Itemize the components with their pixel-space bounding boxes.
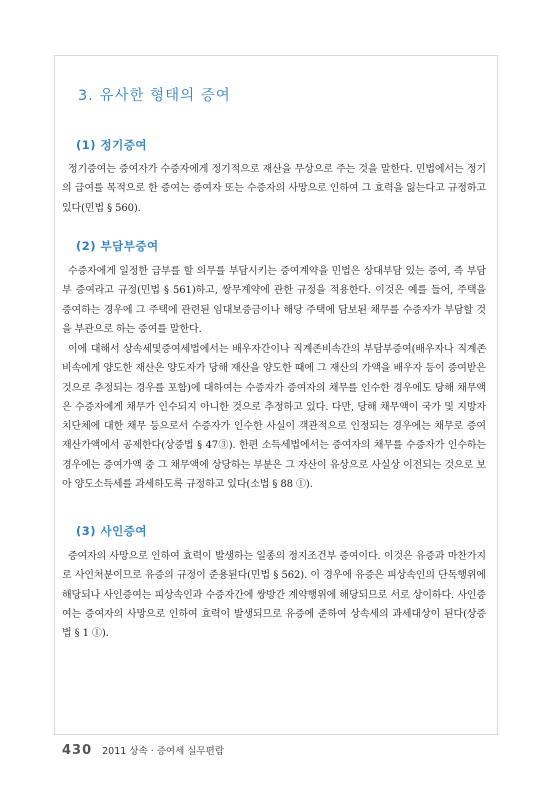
- section-heading-periodic-gift: (1) 정기증여: [76, 138, 147, 152]
- section-heading-gift-mortis-causa: (3) 사인증여: [76, 524, 147, 538]
- page-footer: [62, 743, 224, 758]
- page-number: 430: [62, 743, 93, 758]
- chapter-title: 3. 유사한 형태의 증여: [78, 88, 231, 104]
- section-heading-burdened-gift: (2) 부담부증여: [76, 239, 159, 253]
- paragraph-periodic-gift: 정기증여는 증여자가 수증자에게 정기적으로 재산을 무상으로 주는 것을 말한다. 민법에서는 정기의 급여를 목적으로 한 증여는 증여자 또는 수증자의 사망으로 인하여 그 효력을 잃는다고 규정하고 있다(민법 § 560).: [62, 164, 486, 214]
- paragraph-burdened-gift-1: 수증자에게 일정한 급부를 할 의무를 부담시키는 증여계약을 민법은 상대부담 있는 증여, 즉 부담부 증여라고 규정(민법 § 561)하고, 쌍무계약에 관한 규정을 적용한다. 이것은 예를 들어, 주택을 증여하는 경우에 그 주택에 관련된 임대보증금이나 해당 주택에 담보된 채무를 수증자가 부담할 것을 부관으로 하는 증여를 말한다.: [62, 266, 486, 335]
- paragraph-gift-mortis-causa: 증여자의 사망으로 인하여 효력이 발생하는 일종의 정지조건부 증여이다. 이것은 유증과 마찬가지로 사인처분이므로 유증의 규정이 준용된다(민법 § 562). 이 경우에 유증은 피상속인의 단독행위에 해당되나 사인증여는 피상속인과 수증자간에 쌍방간 계약행위에 해당되므로 서로 상이하다. 사인증여는 증여자의 사망으로 인하여 효력이 발생되므로 유증에 준하여 상속세의 과세대상이 된다(상증법 § 1 ①).: [62, 551, 486, 640]
- book-title: 2011 상속 · 증여세 실무편람: [102, 746, 225, 757]
- paragraph-burdened-gift-2: 이에 대해서 상속세및증여세법에서는 배우자간이나 직계존비속간의 부담부증여(배우자나 직계존비속에게 양도한 재산은 양도자가 당해 재산을 양도한 때에 그 재산의 가액을 배우자 등이 증여받은 것으로 추정되는 경우를 포함)에 대하여는 수증자가 증여자의 채무를 인수한 경우에도 당해 채무액은 수증자에게 채무가 인수되지 아니한 것으로 추정하고 있다. 다만, 당해 채무액이 국가 및 지방자치단체에 대한 채무 등으로서 수증자가 인수한 사실이 객관적으로 인정되는 경우에는 채무로 증여재산가액에서 공제한다(상증법 § 47③). 한편 소득세법에서는 증여자의 채무를 수증자가 인수하는 경우에는 증여가액 중 그 채무액에 상당하는 부분은 그 자산이 유상으로 사실상 이전되는 것으로 보아 양도소득세를 과세하도록 규정하고 있다(소법 § 88 ①).: [62, 344, 486, 491]
